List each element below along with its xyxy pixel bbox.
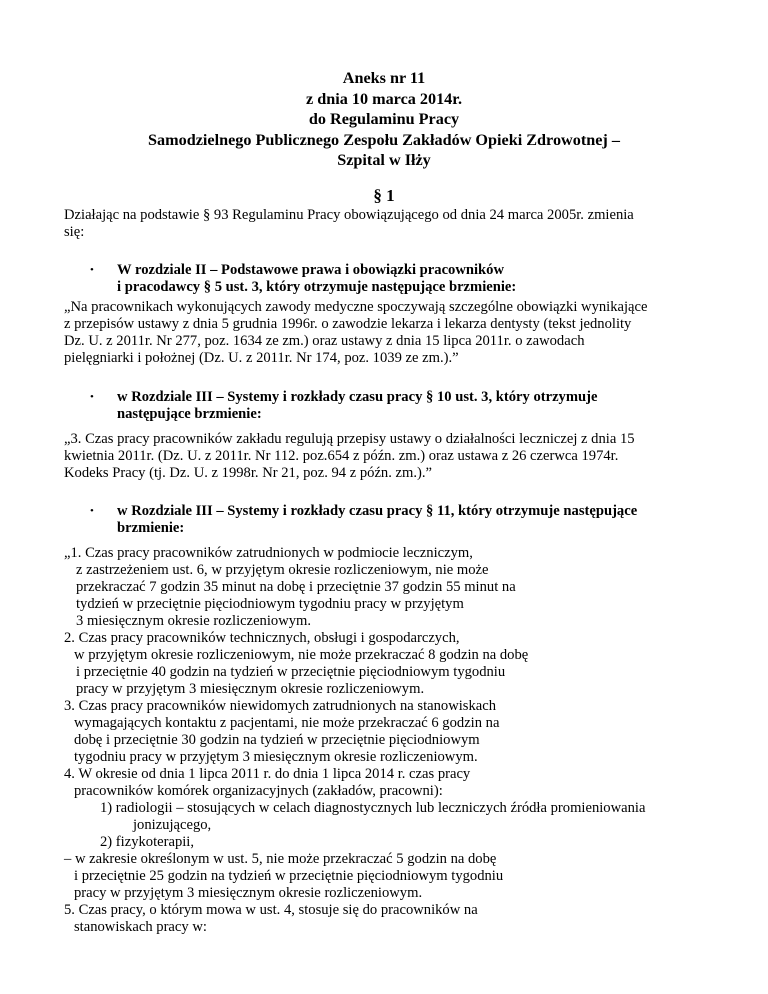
intro-line: się: [64, 224, 85, 240]
bullet-marker: • [90, 391, 94, 403]
list-subitem: jonizującego, [133, 817, 212, 833]
list-line: tydzień w przeciętnie pięciodniowym tygodniu pracy w przyjętym [76, 596, 464, 612]
title-line-regulation: do Regulaminu Pracy [308, 110, 460, 129]
bullet-marker: • [90, 505, 94, 517]
list-line: przekraczać 7 godzin 35 minut na dobę i przeciętnie 37 godzin 55 minut na [76, 579, 516, 595]
quote-line: Dz. U. z 2011r. Nr 277, poz. 1634 ze zm.) oraz ustawy z dnia 15 lipca 2011r. o zawodach [64, 333, 585, 349]
bullet-marker: • [90, 264, 94, 276]
list-line: – w zakresie określonym w ust. 5, nie może przekraczać 5 godzin na dobę [64, 851, 497, 867]
list-line: pracowników komórek organizacyjnych (zakładów, pracowni): [74, 783, 443, 799]
bullet-item-text: w Rozdziale III – Systemy i rozkłady czasu pracy § 10 ust. 3, który otrzymuje [117, 389, 598, 405]
list-line: 3. Czas pracy pracowników niewidomych zatrudnionych na stanowiskach [64, 698, 497, 714]
bullet-item-text: i pracodawcy § 5 ust. 3, który otrzymuje następujące brzmienie: [117, 279, 517, 295]
document-title [0, 68, 768, 171]
quote-line: „Na pracownikach wykonujących zawody medyczne spoczywają szczególne obowiązki wynikające [64, 299, 648, 315]
intro-line: Działając na podstawie § 93 Regulaminu Pracy obowiązującego od dnia 24 marca 2005r. zmienia [64, 207, 634, 223]
bullet-item-text: brzmienie: [117, 520, 185, 536]
list-line: 4. W okresie od dnia 1 lipca 2011 r. do dnia 1 lipca 2014 r. czas pracy [64, 766, 471, 782]
list-line: w przyjętym okresie rozliczeniowym, nie może przekraczać 8 godzin na dobę [74, 647, 529, 663]
list-line: pracy w przyjętym 3 miesięcznym okresie rozliczeniowym. [76, 681, 425, 697]
quote-line: „3. Czas pracy pracowników zakładu regulują przepisy ustawy o działalności leczniczej z dnia 15 [64, 431, 635, 447]
bullet-item-text: następujące brzmienie: [117, 406, 262, 422]
list-line: z zastrzeżeniem ust. 6, w przyjętym okresie rozliczeniowym, nie może [76, 562, 489, 578]
title-line-date: z dnia 10 marca 2014r. [305, 89, 463, 108]
quote-line: pielęgniarki i położnej (Dz. U. z 2011r. Nr 174, poz. 1039 ze zm.).” [64, 350, 459, 366]
list-line: pracy w przyjętym 3 miesięcznym okresie rozliczeniowym. [74, 885, 423, 901]
list-line: i przeciętnie 40 godzin na tydzień w przeciętnie pięciodniowym tygodniu [76, 664, 506, 680]
list-line: „1. Czas pracy pracowników zatrudnionych w podmiocie leczniczym, [64, 545, 473, 561]
list-line: 5. Czas pracy, o którym mowa w ust. 4, stosuje się do pracowników na [64, 902, 478, 918]
title-line-annex: Aneks nr 11 [342, 69, 426, 87]
bullet-item-text: W rozdziale II – Podstawowe prawa i obowiązki pracowników [117, 262, 505, 278]
list-line: tygodniu pracy w przyjętym 3 miesięcznym okresie rozliczeniowym. [74, 749, 478, 765]
list-subitem: 1) radiologii – stosujących w celach diagnostycznych lub leczniczych źródła promieniowania [100, 800, 646, 816]
list-line: dobę i przeciętnie 30 godzin na tydzień w przeciętnie pięciodniowym [74, 732, 480, 748]
quote-line: kwietnia 2011r. (Dz. U. z 2011r. Nr 112. poz.654 z późn. zm.) oraz ustawa z 26 czerwca 1974r. [64, 448, 619, 464]
title-line-institution: Samodzielnego Publicznego Zespołu Zakładów Opieki Zdrowotnej – [148, 130, 620, 149]
section-heading: § 1 [373, 186, 395, 205]
list-subitem: 2) fizykoterapii, [100, 834, 195, 850]
quote-line: Kodeks Pracy (tj. Dz. U. z 1998r. Nr 21, poz. 94 z późn. zm.).” [64, 465, 432, 481]
list-line: 3 miesięcznym okresie rozliczeniowym. [76, 613, 312, 629]
list-line: wymagających kontaktu z pacjentami, nie może przekraczać 6 godzin na [74, 715, 500, 731]
list-line: 2. Czas pracy pracowników technicznych, obsługi i gospodarczych, [64, 630, 460, 646]
list-line: i przeciętnie 25 godzin na tydzień w przeciętnie pięciodniowym tygodniu [74, 868, 504, 884]
list-line: stanowiskach pracy w: [74, 919, 207, 935]
bullet-item-text: w Rozdziale III – Systemy i rozkłady czasu pracy § 11, który otrzymuje następujące [117, 503, 638, 519]
title-line-hospital: Szpital w Iłży [337, 151, 431, 170]
quote-line: z przepisów ustawy z dnia 5 grudnia 1996r. o zawodzie lekarza i lekarza dentysty (tekst jednolity [64, 316, 632, 332]
